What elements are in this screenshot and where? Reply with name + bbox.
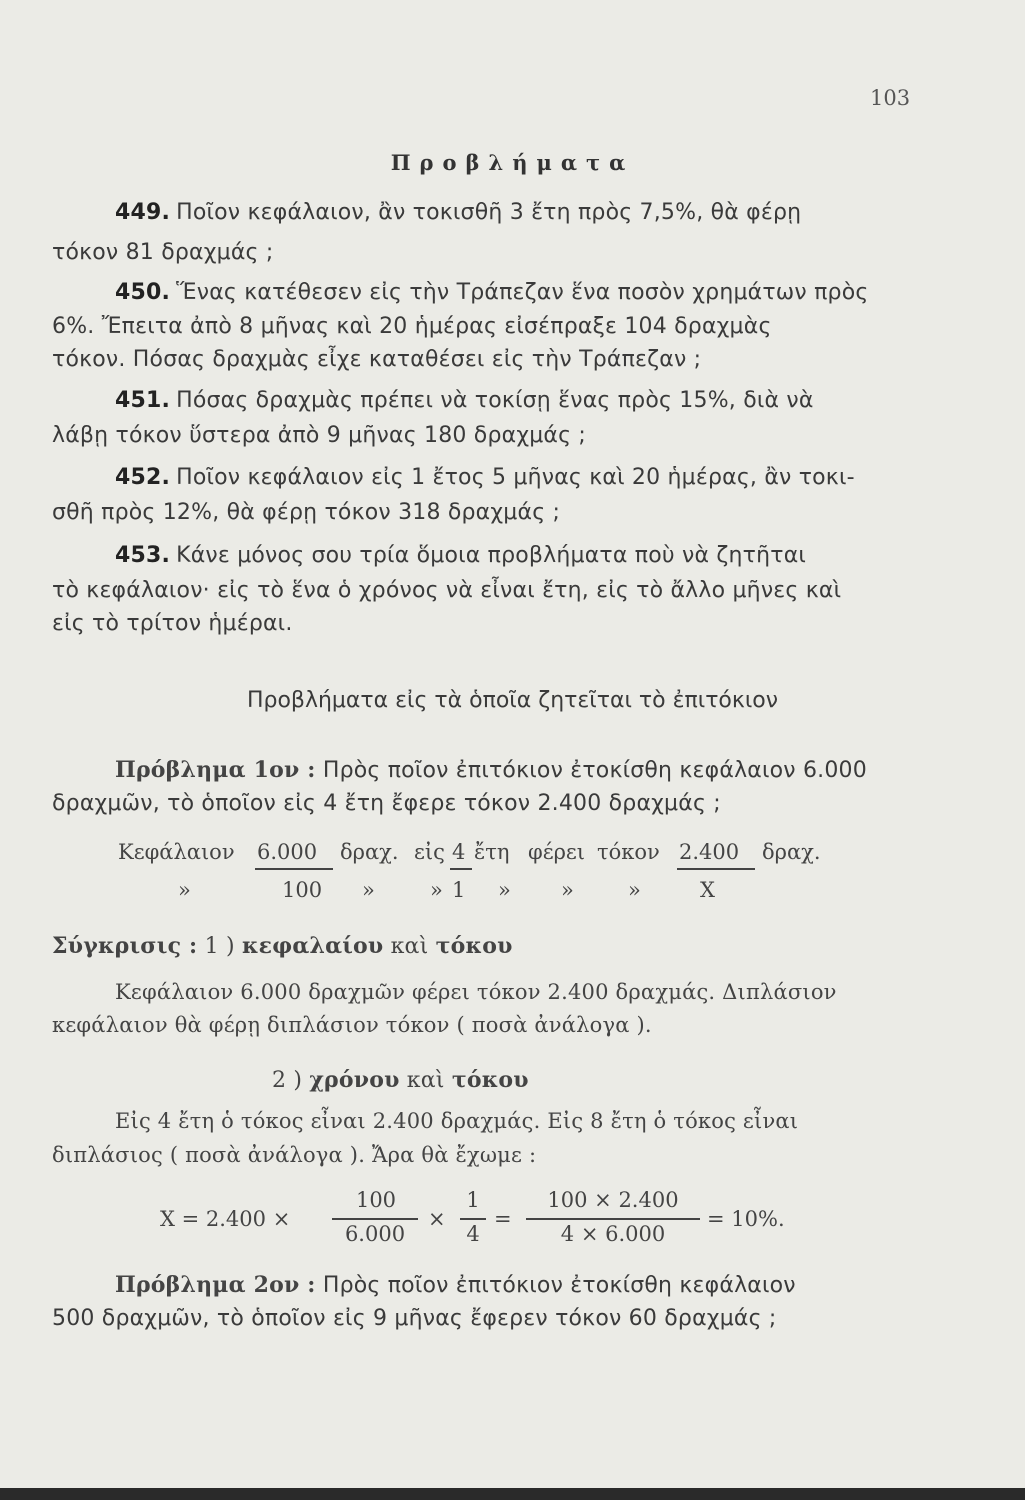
problem-449-line-2: τόκον 81 δραχμάς ; bbox=[52, 240, 274, 265]
formula-equals: = bbox=[494, 1207, 512, 1231]
setup-capital: 6.000 bbox=[257, 840, 318, 864]
problem-449-line-1: 449. Ποῖον κεφάλαιον, ἂν τοκισθῆ 3 ἔτη πρὸς 7,5%, θὰ φέρῃ bbox=[115, 200, 802, 225]
problem1-label: Πρόβλημα 1ον : bbox=[115, 757, 316, 783]
problem-453-line-3: εἰς τὸ τρίτον ἡμέραι. bbox=[52, 611, 293, 636]
setup-ditto: » bbox=[561, 878, 574, 902]
setup-word: φέρει bbox=[528, 840, 586, 864]
formula-times: × bbox=[428, 1207, 446, 1231]
formula-frac3-den: 4 × 6.000 bbox=[560, 1222, 666, 1246]
formula-result: = 10%. bbox=[707, 1207, 785, 1231]
problem-450-line-3: τόκον. Πόσας δραχμὰς εἶχε καταθέσει εἰς τὴν Τράπεζαν ; bbox=[52, 347, 702, 372]
problem-451-line-1: 451. Πόσας δραχμὰς πρέπει νὰ τοκίσῃ ἕνας πρὸς 15%, διὰ νὰ bbox=[115, 388, 814, 413]
setup-ditto: » bbox=[178, 878, 191, 902]
setup-ditto: » bbox=[628, 878, 641, 902]
problem-number: 450. bbox=[115, 280, 171, 305]
formula-frac1-num: 100 bbox=[355, 1188, 397, 1212]
setup-underline bbox=[255, 868, 333, 870]
comparison-heading: Σύγκρισις : 1 ) κεφαλαίου καὶ τόκου bbox=[52, 933, 513, 959]
setup-capital: 100 bbox=[282, 878, 323, 902]
comparison-label: Σύγκρισις : bbox=[52, 933, 198, 959]
problem-number: 451. bbox=[115, 388, 171, 413]
setup-word: δραχ. bbox=[762, 840, 821, 864]
problem-450-line-1: 450. Ἕνας κατέθεσεν εἰς τὴν Τράπεζαν ἕνα ποσὸν χρημάτων πρὸς bbox=[115, 280, 869, 305]
setup-underline bbox=[677, 868, 755, 870]
problem-number: 453. bbox=[115, 543, 171, 568]
problem2-line-2: 500 δραχμῶν, τὸ ὁποῖον εἰς 9 μῆνας ἔφερεν τόκον 60 δραχμάς ; bbox=[52, 1306, 777, 1331]
setup-interest: 2.400 bbox=[679, 840, 740, 864]
formula-frac2-num: 1 bbox=[466, 1188, 480, 1212]
problem-450-line-2: 6%. Ἔπειτα ἀπὸ 8 μῆνας καὶ 20 ἡμέρας εἰσέπραξε 104 δραχμὰς bbox=[52, 314, 772, 339]
section-title: Προβλήματα εἰς τὰ ὁποῖα ζητεῖται τὸ ἐπιτόκιον bbox=[246, 688, 779, 713]
scan-edge bbox=[0, 1488, 1025, 1500]
formula-frac2-bar bbox=[460, 1218, 486, 1220]
problem1-line-2: δραχμῶν, τὸ ὁποῖον εἰς 4 ἔτη ἔφερε τόκον 2.400 δραχμάς ; bbox=[52, 791, 721, 816]
setup-word: εἰς bbox=[414, 840, 445, 864]
formula-frac3-num: 100 × 2.400 bbox=[547, 1188, 679, 1212]
comparison2-line-2: διπλάσιος ( ποσὰ ἀνάλογα ). Ἄρα θὰ ἔχωμε : bbox=[52, 1143, 537, 1167]
formula-frac3-bar bbox=[526, 1218, 700, 1220]
setup-word: τόκον bbox=[597, 840, 660, 864]
problem-number: 452. bbox=[115, 465, 171, 490]
comparison1-line-1: Κεφάλαιον 6.000 δραχμῶν φέρει τόκον 2.400 δραχμάς. Διπλάσιον bbox=[115, 980, 837, 1004]
problem-452-line-1: 452. Ποῖον κεφάλαιον εἰς 1 ἔτος 5 μῆνας καὶ 20 ἡμέρας, ἂν τοκι- bbox=[115, 465, 855, 490]
setup-word: ἔτη bbox=[474, 840, 510, 864]
problem-number: 449. bbox=[115, 200, 171, 225]
comparison2-line-1: Εἰς 4 ἔτη ὁ τόκος εἶναι 2.400 δραχμάς. Εἰς 8 ἔτη ὁ τόκος εἶναι bbox=[115, 1109, 799, 1133]
formula-frac2-den: 4 bbox=[466, 1222, 480, 1246]
formula-lhs: X = 2.400 × bbox=[160, 1207, 291, 1231]
setup-ditto: » bbox=[362, 878, 375, 902]
problem2-line-1: Πρόβλημα 2ον : Πρὸς ποῖον ἐπιτόκιον ἐτοκίσθη κεφάλαιον bbox=[115, 1272, 796, 1298]
problem-451-line-2: λάβῃ τόκον ὕστερα ἀπὸ 9 μῆνας 180 δραχμάς ; bbox=[52, 423, 587, 448]
setup-time: 4 bbox=[452, 840, 466, 864]
page-number: 103 bbox=[870, 86, 911, 110]
comparison2-heading: 2 ) χρόνου καὶ τόκου bbox=[272, 1067, 529, 1093]
setup-unknown: X bbox=[700, 878, 715, 902]
chapter-title: Προβλήματα bbox=[390, 150, 635, 175]
setup-ditto: » bbox=[498, 878, 511, 902]
problem1-line-1: Πρόβλημα 1ον : Πρὸς ποῖον ἐπιτόκιον ἐτοκίσθη κεφάλαιον 6.000 bbox=[115, 757, 867, 783]
comparison1-line-2: κεφάλαιον θὰ φέρῃ διπλάσιον τόκον ( ποσὰ ἀνάλογα ). bbox=[52, 1013, 652, 1037]
setup-time: 1 bbox=[452, 878, 466, 902]
formula-frac1-den: 6.000 bbox=[344, 1222, 406, 1246]
formula-frac1-bar bbox=[332, 1218, 418, 1220]
setup-word: δραχ. bbox=[340, 840, 399, 864]
problem2-label: Πρόβλημα 2ον : bbox=[115, 1272, 316, 1298]
setup-word: Κεφάλαιον bbox=[118, 840, 235, 864]
problem-453-line-1: 453. Κάνε μόνος σου τρία ὅμοια προβλήματα ποὺ νὰ ζητῆται bbox=[115, 543, 807, 568]
problem-452-line-2: σθῆ πρὸς 12%, θὰ φέρῃ τόκον 318 δραχμάς ; bbox=[52, 500, 561, 525]
problem-453-line-2: τὸ κεφάλαιον· εἰς τὸ ἕνα ὁ χρόνος νὰ εἶναι ἔτη, εἰς τὸ ἄλλο μῆνες καὶ bbox=[52, 578, 842, 603]
setup-ditto: » bbox=[430, 878, 443, 902]
setup-underline bbox=[450, 868, 472, 870]
